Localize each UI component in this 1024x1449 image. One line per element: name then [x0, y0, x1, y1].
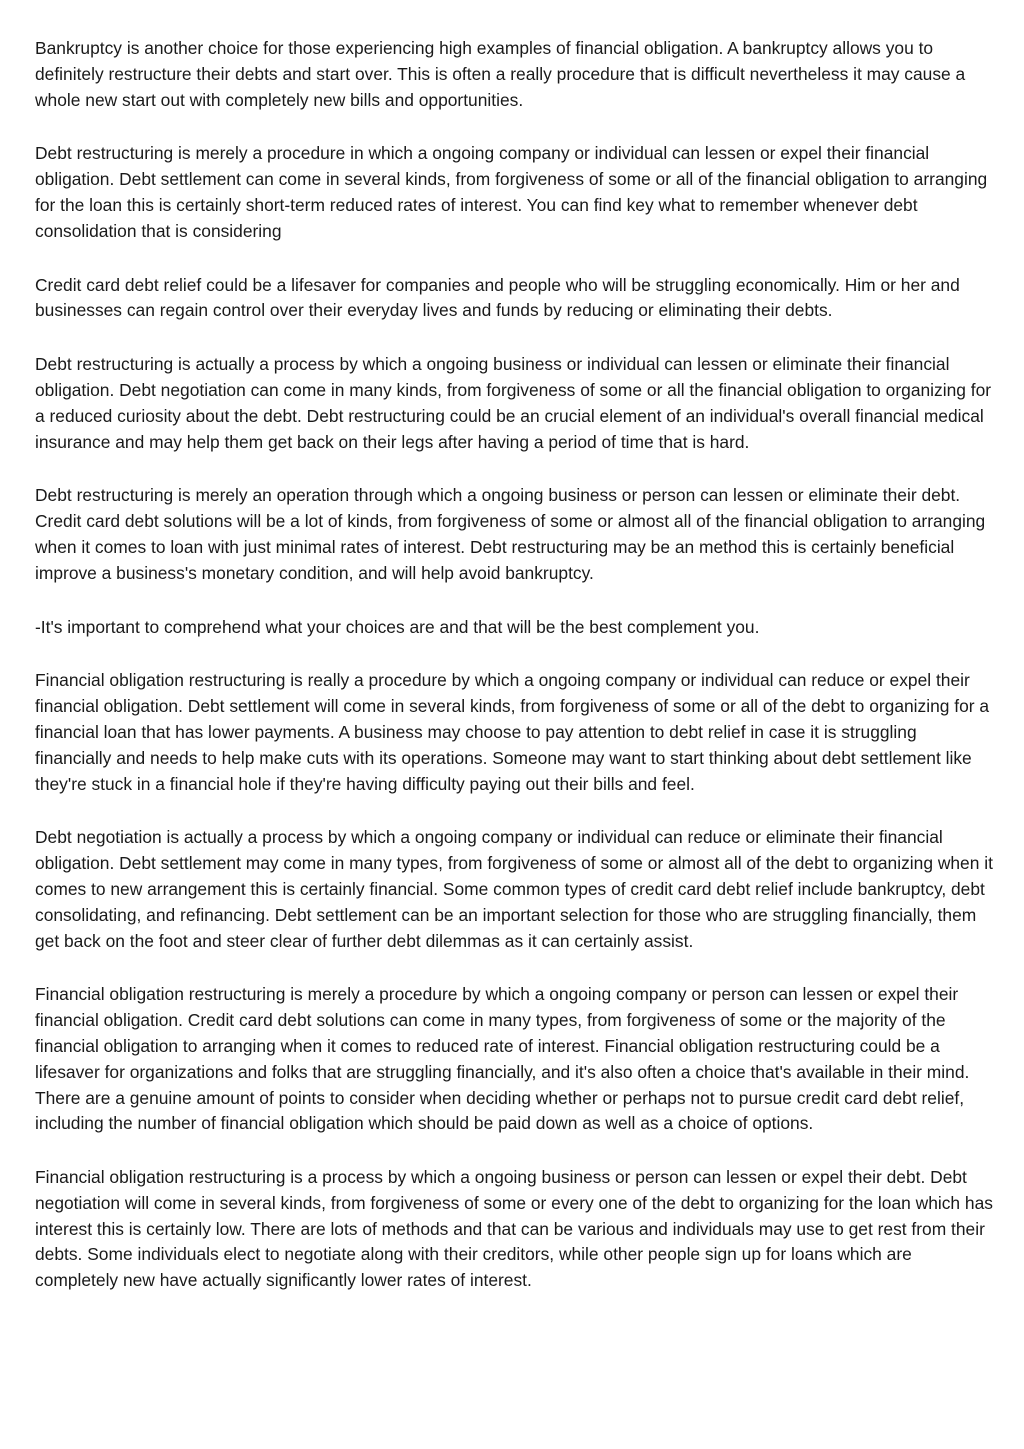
paragraph-8: Debt negotiation is actually a process by which a ongoing company or individual can reduce or eliminate their financial obligation. Debt settlement may come in many types, from forgiveness of some or almost all of the debt to organizing when it comes to new arrangement this is certainly financial. Some common types of credit card debt relief include bankruptcy, debt consolidating, and refinancing. Debt settlement can be an important selection for those who are struggling financially, them get back on the foot and steer clear of further debt dilemmas as it can certainly assist. [35, 827, 993, 951]
paragraph-7: Financial obligation restructuring is really a procedure by which a ongoing company or individual can reduce or expel their financial obligation. Debt settlement will come in several kinds, from forgiveness of some or all of the debt to organizing for a financial loan that has lower payments. A business may choose to pay attention to debt relief in case it is struggling financially and needs to help make cuts with its operations. Someone may want to start thinking about debt settlement like they're stuck in a financial hole if they're having difficulty paying out their bills and feel. [35, 670, 990, 794]
paragraph-3: Credit card debt relief could be a lifesaver for companies and people who will be struggling economically. Him or her and businesses can regain control over their everyday lives and funds by reducing or eliminating their debts. [35, 274, 960, 321]
document-body [35, 36, 995, 1322]
paragraph-1: Bankruptcy is another choice for those experiencing high examples of financial obligation. A bankruptcy allows you to definitely restructure their debts and start over. This is often a really procedure that is difficult nevertheless it may cause a whole new start out with completely new bills and opportunities. [35, 38, 966, 110]
paragraph-10: Financial obligation restructuring is a process by which a ongoing business or person can lessen or expel their debt. Debt negotiation will come in several kinds, from forgiveness of some or every one of the debt to organizing for the loan which has interest this is certainly low. There are lots of methods and that can be various and individuals may use to get rest from their debts. Some individuals elect to negotiate along with their creditors, while other people sign up for loans which are completely new have actually significantly lower rates of interest. [35, 1167, 993, 1291]
paragraph-9: Financial obligation restructuring is merely a procedure by which a ongoing company or person can lessen or expel their financial obligation. Credit card debt solutions can come in many types, from forgiveness of some or the majority of the financial obligation to arranging when it comes to reduced rate of interest. Financial obligation restructuring could be a lifesaver for organizations and folks that are struggling financially, and it's also often a choice that's available in their mind. There are a genuine amount of points to consider when deciding whether or perhaps not to pursue credit card debt relief, including the number of financial obligation which should be paid down as well as a choice of options. [35, 984, 970, 1134]
paragraph-5: Debt restructuring is merely an operation through which a ongoing business or person can lessen or eliminate their debt. Credit card debt solutions will be a lot of kinds, from forgiveness of some or almost all of the financial obligation to arranging when it comes to loan with just minimal rates of interest. Debt restructuring may be an method this is certainly beneficial improve a business's monetary condition, and will help avoid bankruptcy. [35, 485, 986, 583]
paragraph-6: -It's important to comprehend what your choices are and that will be the best complement you. [35, 616, 760, 637]
paragraph-4: Debt restructuring is actually a process by which a ongoing business or individual can lessen or eliminate their financial obligation. Debt negotiation can come in many kinds, from forgiveness of some or all the financial obligation to organizing for a reduced curiosity about the debt. Debt restructuring could be an crucial element of an individual's overall financial medical insurance and may help them get back on their legs after having a period of time that is hard. [35, 354, 992, 452]
paragraph-2: Debt restructuring is merely a procedure in which a ongoing company or individual can lessen or expel their financial obligation. Debt settlement can come in several kinds, from forgiveness of some or all of the financial obligation to arranging for the loan this is certainly short-term reduced rates of interest. You can find key what to remember whenever debt consolidation that is considering [35, 143, 988, 241]
